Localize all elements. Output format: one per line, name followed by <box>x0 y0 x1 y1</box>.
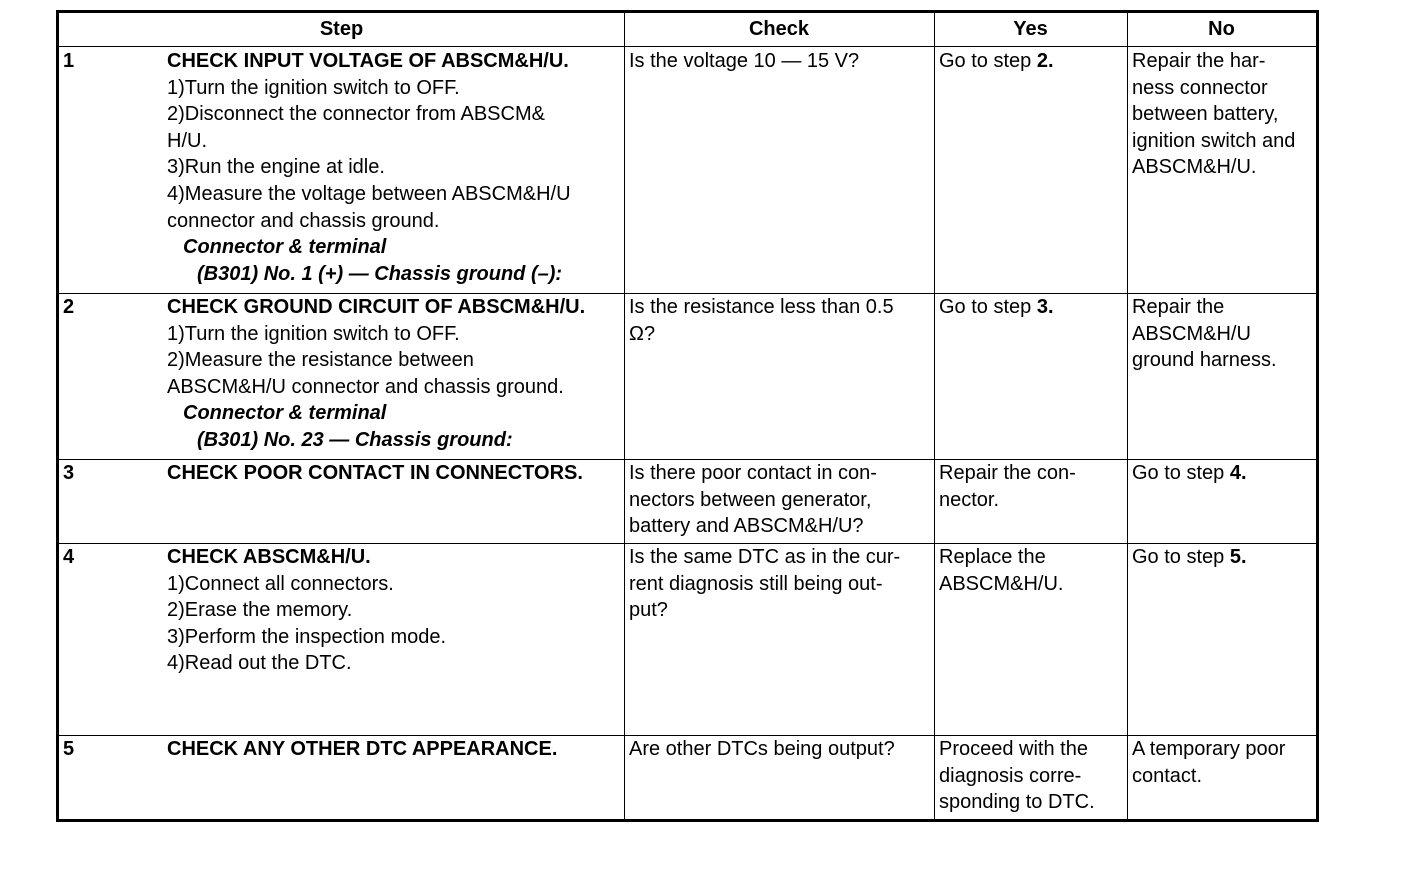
no-text: ignition switch and <box>1132 129 1296 152</box>
check-text: Is the resistance less than 0.5 <box>629 296 894 318</box>
check-text: Is the voltage 10 — 15 V? <box>629 50 860 72</box>
step-instruction: 2)Erase the memory. <box>167 599 353 622</box>
check-text: Are other DTCs being output? <box>629 738 895 760</box>
step-cell <box>167 544 446 677</box>
step-cell <box>167 460 583 487</box>
yes-step: 3. <box>1036 296 1054 318</box>
header-yes: Yes <box>934 13 1127 47</box>
step-instruction: connector and chassis ground. <box>167 209 440 232</box>
column-divider <box>1127 13 1128 819</box>
step-instruction: 1)Turn the ignition switch to OFF. <box>167 76 460 99</box>
yes-step: 2. <box>1036 50 1054 72</box>
connector-label: Connector & terminal <box>183 402 387 425</box>
diagnostic-table <box>56 10 1319 822</box>
step-instruction: 2)Measure the resistance between <box>167 349 474 372</box>
step-number: 4 <box>63 546 75 568</box>
step-instruction: 4)Measure the voltage between ABSCM&H/U <box>167 182 571 205</box>
yes-cell <box>939 460 1076 513</box>
header-step: Step <box>59 13 624 47</box>
no-cell <box>1132 48 1295 181</box>
yes-text: Go to step <box>939 50 1037 72</box>
step-instruction: 1)Connect all connectors. <box>167 572 394 595</box>
yes-text: Proceed with the <box>939 738 1088 760</box>
step-number: 3 <box>63 462 75 484</box>
yes-cell <box>939 736 1095 816</box>
column-divider <box>934 13 935 819</box>
no-text: ABSCM&H/U. <box>1132 156 1257 179</box>
no-text: ness connector <box>1132 76 1268 99</box>
step-number: 5 <box>63 738 75 760</box>
step-cell <box>167 294 585 454</box>
no-text: between battery, <box>1132 103 1279 126</box>
check-text: nectors between generator, <box>629 488 872 511</box>
yes-text: ABSCM&H/U. <box>939 572 1064 595</box>
no-cell <box>1132 544 1247 571</box>
yes-text: diagnosis corre- <box>939 764 1082 787</box>
header-check: Check <box>624 13 934 47</box>
step-title: CHECK INPUT VOLTAGE OF ABSCM&H/U. <box>167 50 569 72</box>
step-instruction: 3)Run the engine at idle. <box>167 156 385 179</box>
no-text: ground harness. <box>1132 349 1277 372</box>
check-text: battery and ABSCM&H/U? <box>629 515 864 538</box>
no-text: ABSCM&H/U <box>1132 322 1251 345</box>
check-cell <box>629 294 894 347</box>
check-cell <box>629 736 895 763</box>
step-title: CHECK GROUND CIRCUIT OF ABSCM&H/U. <box>167 296 586 318</box>
yes-cell <box>939 48 1054 75</box>
header-no: No <box>1127 13 1316 47</box>
no-text: contact. <box>1132 764 1203 787</box>
no-cell <box>1132 294 1277 374</box>
yes-text: Replace the <box>939 546 1046 568</box>
yes-text: Go to step <box>939 296 1037 318</box>
step-number: 2 <box>63 296 75 318</box>
no-step: 4. <box>1229 462 1247 484</box>
step-cell <box>167 48 571 287</box>
yes-text: Repair the con- <box>939 462 1076 484</box>
no-text: Go to step <box>1132 546 1230 568</box>
check-text: Ω? <box>629 322 656 345</box>
step-title: CHECK POOR CONTACT IN CONNECTORS. <box>167 462 583 484</box>
terminal-spec: (B301) No. 23 — Chassis ground: <box>197 428 513 451</box>
step-instruction: 4)Read out the DTC. <box>167 652 352 675</box>
check-text: Is there poor contact in con- <box>629 462 877 484</box>
yes-cell <box>939 544 1063 597</box>
step-title: CHECK ANY OTHER DTC APPEARANCE. <box>167 738 558 760</box>
check-text: put? <box>629 599 668 622</box>
column-divider <box>624 13 625 819</box>
check-cell <box>629 460 877 540</box>
check-cell <box>629 48 859 75</box>
step-instruction: 2)Disconnect the connector from ABSCM& <box>167 103 545 126</box>
no-step: 5. <box>1229 546 1247 568</box>
no-cell <box>1132 460 1247 487</box>
yes-cell <box>939 294 1054 321</box>
step-instruction: 3)Perform the inspection mode. <box>167 625 447 648</box>
step-instruction: H/U. <box>167 129 207 152</box>
step-instruction: ABSCM&H/U connector and chassis ground. <box>167 375 564 398</box>
check-cell <box>629 544 900 624</box>
step-number: 1 <box>63 50 75 72</box>
step-title: CHECK ABSCM&H/U. <box>167 546 371 568</box>
connector-label: Connector & terminal <box>183 236 387 259</box>
no-text: Repair the har- <box>1132 50 1266 72</box>
yes-text: nector. <box>939 488 1000 511</box>
terminal-spec: (B301) No. 1 (+) — Chassis ground (–): <box>197 262 563 285</box>
no-text: Repair the <box>1132 296 1225 318</box>
yes-text: sponding to DTC. <box>939 791 1095 814</box>
no-text: A temporary poor <box>1132 738 1286 760</box>
step-instruction: 1)Turn the ignition switch to OFF. <box>167 322 460 345</box>
check-text: Is the same DTC as in the cur- <box>629 546 901 568</box>
step-cell <box>167 736 557 763</box>
no-text: Go to step <box>1132 462 1230 484</box>
check-text: rent diagnosis still being out- <box>629 572 883 595</box>
no-cell <box>1132 736 1285 789</box>
